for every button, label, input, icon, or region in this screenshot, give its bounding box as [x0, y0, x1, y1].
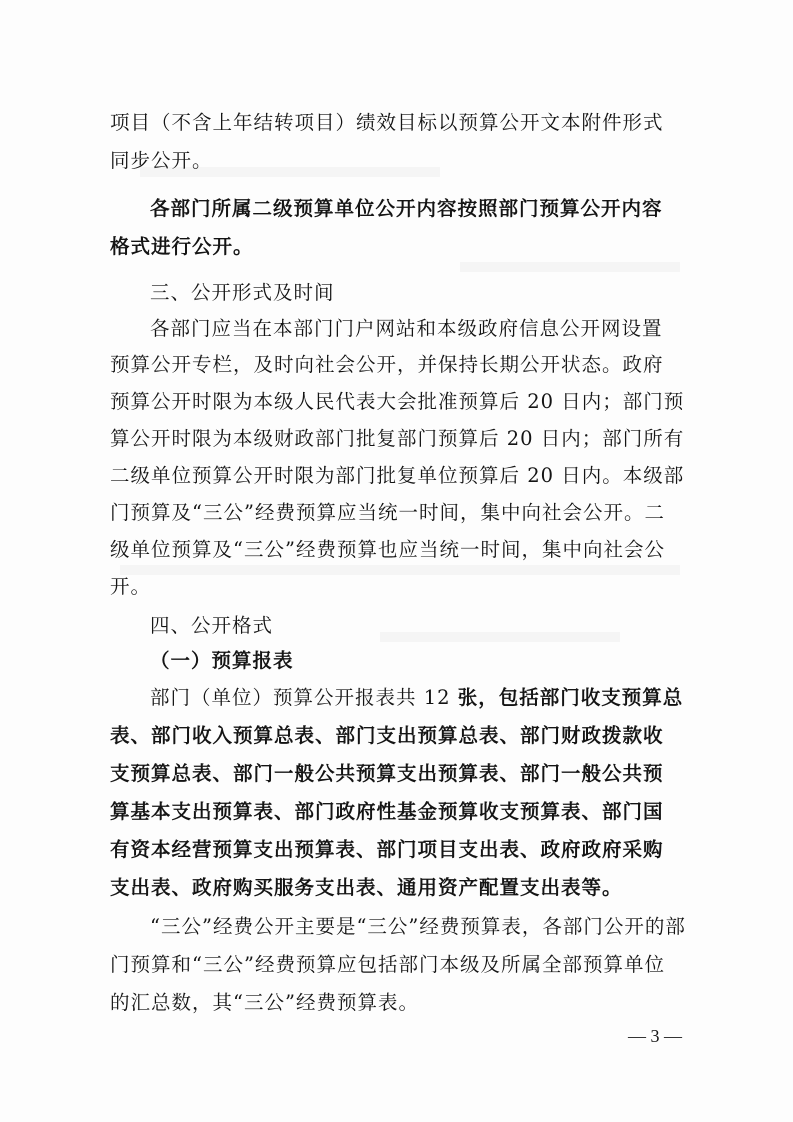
section-heading-4: 四、公开格式 [150, 614, 274, 637]
paragraph-line-bold: 各部门所属二级预算单位公开内容按照部门预算公开内容 [150, 197, 663, 220]
body-text [110, 0, 700, 1060]
bold-segment: 张，包括部门收支预算总 [457, 686, 684, 709]
paragraph-line: 门预算及“三公”经费预算应当统一时间，集中向社会公开。二 [110, 501, 665, 524]
paragraph-line: 开。 [110, 575, 152, 598]
paragraph-line: 二级单位预算公开时限为部门批复单位预算后 20 日内。本级部 [110, 464, 685, 487]
paragraph-line: “三公”经费公开主要是“三公”经费预算表，各部门公开的部 [150, 915, 686, 938]
section-heading-3: 三、公开形式及时间 [150, 281, 335, 304]
subsection-heading: （一）预算报表 [150, 649, 294, 672]
paragraph-line: 各部门应当在本部门门户网站和本级政府信息公开网设置 [150, 317, 663, 340]
paragraph-line: 级单位预算及“三公”经费预算也应当统一时间，集中向社会公 [110, 538, 665, 561]
paragraph-line: 的汇总数，其“三公”经费预算表。 [110, 991, 419, 1014]
paragraph-line-bold: 算基本支出预算表、部门政府性基金预算收支预算表、部门国 [110, 800, 664, 823]
paragraph-line-bold: 格式进行公开。 [110, 235, 254, 258]
paragraph-line: 同步公开。 [110, 149, 213, 172]
paragraph-line: 项目（不含上年结转项目）绩效目标以预算公开文本附件形式 [110, 111, 664, 134]
paragraph-line-mixed [110, 869, 623, 907]
plain-segment: 部门（单位）预算公开报表共 12 [150, 686, 458, 709]
paragraph-line-bold: 有资本经营预算支出预算表、部门项目支出表、政府政府采购 [110, 838, 664, 861]
paragraph-line: 门预算和“三公”经费预算应包括部门本级及所属全部预算单位 [110, 953, 665, 976]
paragraph-line-mixed [150, 679, 683, 717]
paragraph-line-bold: 支预算总表、部门一般公共预算支出预算表、部门一般公共预 [110, 762, 664, 785]
paragraph-line-bold: 表、部门收入预算总表、部门支出预算总表、部门财政拨款收 [110, 724, 664, 747]
page-number: — 3 — [628, 1026, 682, 1046]
paragraph-line: 预算公开专栏，及时向社会公开，并保持长期公开状态。政府 [110, 353, 664, 376]
bold-segment: 支出表、政府购买服务支出表、通用资产配置支出表等。 [110, 876, 623, 899]
paragraph-line: 算公开时限为本级财政部门批复部门预算后 20 日内；部门所有 [110, 427, 685, 450]
paragraph-line: 预算公开时限为本级人民代表大会批准预算后 20 日内；部门预 [110, 390, 685, 413]
